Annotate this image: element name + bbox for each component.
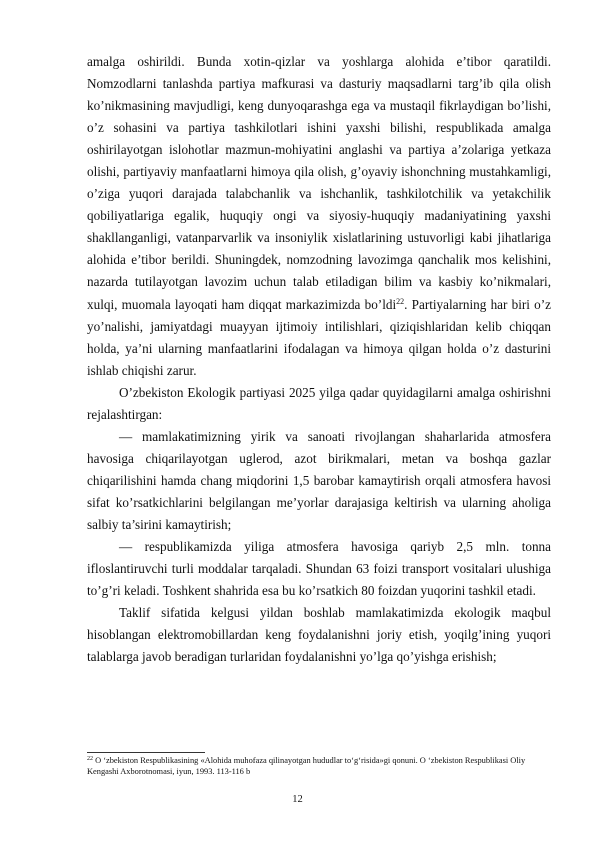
footnote-number: 22 bbox=[87, 756, 93, 762]
footnote-text: O ‘zbekiston Respublikasining «Alohida muhofaza qilinayotgan hududlar to‘g‘risida»gi qonuni. O ‘zbekiston Respublikasi Oliy Kengashi Axborotnomasi, iyun, 1993. 113-116 b bbox=[87, 756, 526, 776]
paragraph-5: Taklif sifatida kelgusi yildan boshlab mamlakatimizda ekologik maqbul hisoblangan elektromobillardan keng foydalanishni joriy etish, yoqilg’ining yuqori talablarga javob beradigan turlaridan foydalanishni yo’lga qo’yishga erishish; bbox=[87, 605, 551, 665]
paragraph-4: — respublikamizda yiliga atmosfera havosiga qariyb 2,5 mln. tonna ifloslantiruvchi turli moddalar tarqaladi. Shundan 63 foizi transport vositalari ulushiga to’g’ri keladi. Toshkent shahrida esa bu ko’rsatkich 80 foizdan yuqorini tashkil etadi. bbox=[87, 539, 551, 599]
paragraph-1-continuation: . Partiyalarning har biri o’z yo’nalishi, jamiyatdagi muayyan ijtimoiy intilishlari, qiziqishlaridan kelib chiqqan holda, ya’ni ularning manfaatlarini ifodalagan va himoya qilgan holda o’z dasturini ishlab chiqishi zarur. bbox=[87, 296, 551, 378]
paragraph-3: — mamlakatimizning yirik va sanoati rivojlangan shaharlarida atmosfera havosiga chiqarilayotgan uglerod, azot birikmalari, metan va boshqa gazlar chiqarilishini hamda chang miqdorini 1,5 barobar kamaytirish orqali atmosfera havosi sifat ko’rsatkichlarini belgilangan me’yorlar darajasiga keltirish va ularning aholiga salbiy ta’sirini kamaytirish; bbox=[87, 428, 551, 532]
paragraph-1-text: amalga oshirildi. Bunda xotin-qizlar va yoshlarga alohida e’tibor qaratildi. Nomzodlarni tanlashda partiya mafkurasi va dasturiy maqsadlarni targ’ib qila olish ko’nikmasining mavjudligi, keng dunyoqarashga ega va mustaqil fikrlaydigan bo’lishi, o’z sohasini va partiya tashkilotlari ishini yaxshi bilishi, respublikada amalga oshirilayotgan islohotlar mazmun-mohiyatini anglashi va partiya a’zolariga yetkaza olishi, partiyaviy manfaatlarni himoya qila olish, g’oyaviy ishonchning mustahkamligi, o’ziga yuqori darajada talabchanlik va ishchanlik, tashkilotchilik va yetakchilik qobiliyatlariga egalik, huquqiy ongi va siyosiy-huquqiy madaniyatining yaxshi shakllanganligi, vatanparvarlik va insoniylik xislatlarining ustuvorligi kabi jihatlariga alohida e’tibor berildi. Shuningdek, nomzodning lavozimga qanchalik mos kelishini, nazarda tutilayotgan lavozim uchun talab etiladigan bilim va kasbiy ko’nikmalari, xulqi, muomala layoqati ham diqqat markazimizda bo’ldi bbox=[87, 54, 551, 312]
paragraph-1 bbox=[87, 51, 551, 382]
paragraph-2: O’zbekiston Ekologik partiyasi 2025 yilga qadar quyidagilarni amalga oshirishni rejalashtirgan: bbox=[87, 384, 551, 422]
page-number: 12 bbox=[292, 794, 303, 805]
footnote bbox=[87, 755, 547, 777]
footnote-divider bbox=[87, 752, 205, 753]
body-text bbox=[87, 51, 551, 668]
footnote-reference[interactable]: 22 bbox=[396, 296, 405, 306]
